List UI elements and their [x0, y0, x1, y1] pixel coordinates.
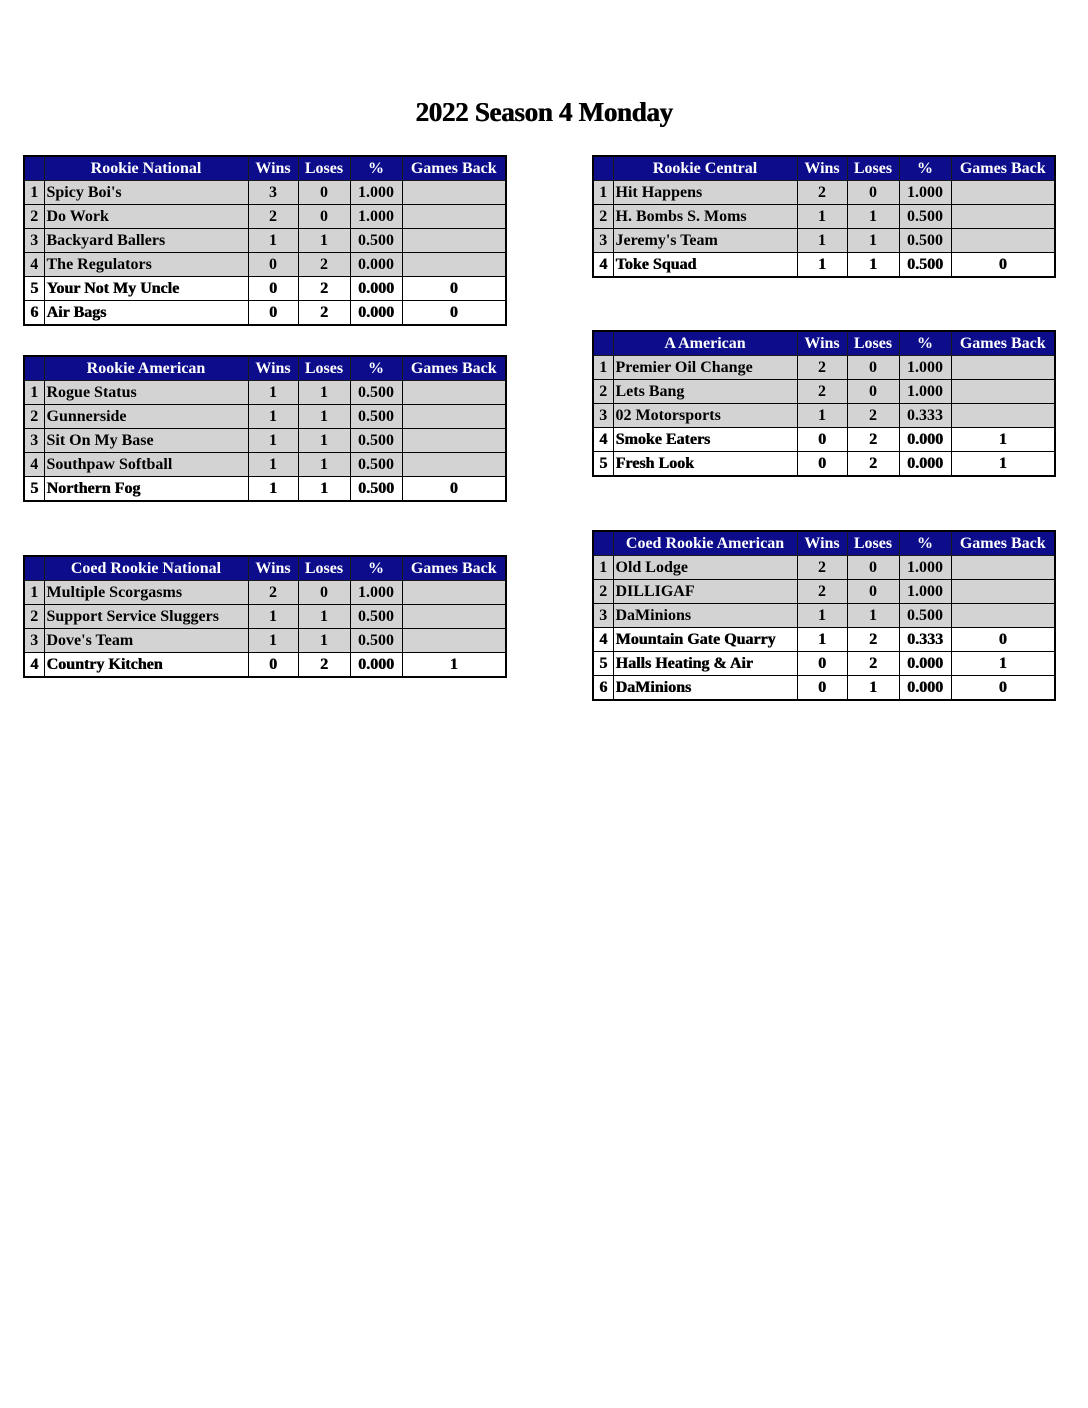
- table-row: [24, 477, 506, 502]
- team-name: H. Bombs S. Moms: [613, 205, 797, 229]
- pct-cell: 1.000: [899, 556, 951, 580]
- wins-cell: 2: [797, 380, 847, 404]
- table-row: [593, 676, 1055, 701]
- loses-header: Loses: [847, 331, 899, 356]
- rank-cell: 1: [24, 181, 44, 205]
- table-row: [593, 452, 1055, 477]
- loses-header: Loses: [298, 356, 350, 381]
- pct-cell: 0.500: [350, 381, 402, 405]
- wins-header: Wins: [797, 331, 847, 356]
- loses-header: Loses: [847, 531, 899, 556]
- pct-cell: 0.500: [350, 429, 402, 453]
- wins-cell: 0: [797, 452, 847, 477]
- rank-cell: 3: [593, 229, 613, 253]
- pct-cell: 0.000: [899, 652, 951, 676]
- standings-table-rookie-national: [23, 155, 507, 326]
- rank-cell: 4: [593, 628, 613, 652]
- wins-cell: 0: [248, 277, 298, 301]
- team-name: Dove's Team: [44, 629, 248, 653]
- rank-cell: 1: [593, 356, 613, 380]
- rank-cell: 5: [593, 652, 613, 676]
- wins-header: Wins: [797, 156, 847, 181]
- wins-header: Wins: [248, 156, 298, 181]
- team-name: Jeremy's Team: [613, 229, 797, 253]
- pct-cell: 0.333: [899, 628, 951, 652]
- games-back-header: Games Back: [951, 156, 1055, 181]
- pct-cell: 0.000: [350, 253, 402, 277]
- table-row: [24, 205, 506, 229]
- pct-cell: 1.000: [899, 181, 951, 205]
- pct-cell: 0.500: [899, 604, 951, 628]
- team-name: DaMinions: [613, 604, 797, 628]
- games-back-cell: 1: [951, 428, 1055, 452]
- wins-cell: 1: [797, 229, 847, 253]
- loses-cell: 1: [847, 676, 899, 701]
- pct-cell: 0.500: [350, 477, 402, 502]
- rank-cell: 2: [593, 380, 613, 404]
- pct-cell: 0.000: [899, 676, 951, 701]
- wins-cell: 1: [797, 404, 847, 428]
- header-row: [24, 356, 506, 381]
- loses-cell: 2: [298, 301, 350, 326]
- games-back-cell: [951, 205, 1055, 229]
- division-name: Coed Rookie National: [44, 556, 248, 581]
- games-back-cell: 1: [402, 653, 506, 678]
- games-back-cell: [402, 629, 506, 653]
- wins-cell: 1: [248, 629, 298, 653]
- loses-cell: 1: [298, 229, 350, 253]
- wins-cell: 1: [248, 405, 298, 429]
- wins-header: Wins: [248, 356, 298, 381]
- rank-cell: 5: [24, 477, 44, 502]
- pct-cell: 0.000: [350, 301, 402, 326]
- loses-header: Loses: [298, 556, 350, 581]
- pct-cell: 1.000: [350, 581, 402, 605]
- team-name: Old Lodge: [613, 556, 797, 580]
- loses-cell: 1: [298, 629, 350, 653]
- pct-cell: 1.000: [350, 181, 402, 205]
- rank-header: [24, 156, 44, 181]
- games-back-cell: [402, 253, 506, 277]
- team-name: Spicy Boi's: [44, 181, 248, 205]
- games-back-cell: [951, 404, 1055, 428]
- loses-cell: 0: [847, 380, 899, 404]
- games-back-cell: [402, 181, 506, 205]
- standings-table-coed-rookie-national: [23, 555, 507, 678]
- pct-cell: 1.000: [899, 356, 951, 380]
- header-row: [593, 156, 1055, 181]
- rank-cell: 5: [593, 452, 613, 477]
- rank-cell: 3: [593, 404, 613, 428]
- team-name: Air Bags: [44, 301, 248, 326]
- rank-cell: 1: [593, 181, 613, 205]
- wins-cell: 2: [797, 556, 847, 580]
- rank-cell: 4: [593, 428, 613, 452]
- rank-cell: 2: [593, 205, 613, 229]
- team-name: Toke Squad: [613, 253, 797, 278]
- games-back-cell: 1: [951, 652, 1055, 676]
- rank-header: [593, 331, 613, 356]
- division-name: Coed Rookie American: [613, 531, 797, 556]
- team-name: Southpaw Softball: [44, 453, 248, 477]
- wins-cell: 1: [248, 453, 298, 477]
- table-row: [24, 653, 506, 678]
- rank-cell: 4: [24, 253, 44, 277]
- rank-cell: 6: [24, 301, 44, 326]
- table-row: [593, 628, 1055, 652]
- wins-cell: 1: [797, 205, 847, 229]
- loses-cell: 1: [298, 405, 350, 429]
- pct-cell: 0.000: [899, 452, 951, 477]
- header-row: [593, 531, 1055, 556]
- division-name: A American: [613, 331, 797, 356]
- pct-cell: 0.500: [350, 629, 402, 653]
- games-back-cell: [951, 604, 1055, 628]
- rank-cell: 2: [24, 405, 44, 429]
- rank-cell: 1: [24, 381, 44, 405]
- team-name: Fresh Look: [613, 452, 797, 477]
- pct-cell: 1.000: [899, 380, 951, 404]
- wins-cell: 0: [797, 676, 847, 701]
- wins-cell: 1: [248, 477, 298, 502]
- table-row: [593, 428, 1055, 452]
- loses-cell: 2: [847, 652, 899, 676]
- loses-cell: 0: [847, 181, 899, 205]
- pct-cell: 0.333: [899, 404, 951, 428]
- games-back-header: Games Back: [402, 356, 506, 381]
- games-back-cell: 0: [951, 253, 1055, 278]
- rank-cell: 5: [24, 277, 44, 301]
- table-row: [593, 604, 1055, 628]
- table-row: [593, 229, 1055, 253]
- table-row: [24, 405, 506, 429]
- wins-cell: 0: [797, 428, 847, 452]
- pct-cell: 0.500: [350, 229, 402, 253]
- team-name: Lets Bang: [613, 380, 797, 404]
- table-row: [24, 629, 506, 653]
- table-row: [593, 205, 1055, 229]
- table-row: [593, 253, 1055, 278]
- pct-cell: 0.500: [899, 205, 951, 229]
- loses-cell: 2: [847, 428, 899, 452]
- loses-cell: 2: [298, 653, 350, 678]
- loses-cell: 1: [847, 253, 899, 278]
- team-name: Do Work: [44, 205, 248, 229]
- rank-cell: 1: [24, 581, 44, 605]
- games-back-cell: 0: [402, 301, 506, 326]
- table-row: [24, 229, 506, 253]
- loses-cell: 0: [298, 181, 350, 205]
- games-back-cell: [402, 405, 506, 429]
- wins-cell: 3: [248, 181, 298, 205]
- games-back-cell: 0: [402, 277, 506, 301]
- pct-header: %: [350, 156, 402, 181]
- team-name: Halls Heating & Air: [613, 652, 797, 676]
- games-back-cell: [951, 580, 1055, 604]
- table-row: [24, 181, 506, 205]
- games-back-cell: 0: [951, 628, 1055, 652]
- games-back-cell: [951, 556, 1055, 580]
- wins-cell: 0: [248, 253, 298, 277]
- wins-cell: 1: [248, 381, 298, 405]
- loses-cell: 1: [298, 429, 350, 453]
- table-row: [24, 581, 506, 605]
- games-back-cell: [951, 380, 1055, 404]
- loses-cell: 1: [298, 605, 350, 629]
- wins-cell: 0: [248, 653, 298, 678]
- games-back-cell: [951, 229, 1055, 253]
- team-name: Your Not My Uncle: [44, 277, 248, 301]
- loses-cell: 2: [847, 404, 899, 428]
- rank-cell: 4: [593, 253, 613, 278]
- games-back-header: Games Back: [402, 156, 506, 181]
- loses-cell: 1: [847, 205, 899, 229]
- pct-header: %: [350, 356, 402, 381]
- loses-cell: 1: [298, 453, 350, 477]
- games-back-cell: [951, 181, 1055, 205]
- table-row: [593, 356, 1055, 380]
- loses-cell: 1: [847, 604, 899, 628]
- rank-cell: 1: [593, 556, 613, 580]
- wins-cell: 1: [248, 605, 298, 629]
- loses-header: Loses: [298, 156, 350, 181]
- team-name: Backyard Ballers: [44, 229, 248, 253]
- standings-table-rookie-american: [23, 355, 507, 502]
- loses-cell: 0: [847, 580, 899, 604]
- header-row: [24, 556, 506, 581]
- table-row: [24, 605, 506, 629]
- pct-cell: 0.500: [899, 229, 951, 253]
- wins-cell: 2: [248, 581, 298, 605]
- loses-header: Loses: [847, 156, 899, 181]
- loses-cell: 1: [298, 477, 350, 502]
- wins-cell: 1: [797, 253, 847, 278]
- pct-cell: 0.000: [899, 428, 951, 452]
- wins-cell: 1: [248, 229, 298, 253]
- table-row: [24, 429, 506, 453]
- games-back-header: Games Back: [951, 531, 1055, 556]
- rank-cell: 4: [24, 453, 44, 477]
- loses-cell: 2: [298, 253, 350, 277]
- games-back-cell: [402, 429, 506, 453]
- rank-cell: 6: [593, 676, 613, 701]
- team-name: Gunnerside: [44, 405, 248, 429]
- games-back-cell: 0: [951, 676, 1055, 701]
- team-name: Hit Happens: [613, 181, 797, 205]
- rank-cell: 3: [593, 604, 613, 628]
- games-back-cell: [402, 205, 506, 229]
- games-back-header: Games Back: [951, 331, 1055, 356]
- wins-cell: 1: [797, 628, 847, 652]
- rank-cell: 3: [24, 629, 44, 653]
- pct-cell: 0.500: [350, 405, 402, 429]
- games-back-header: Games Back: [402, 556, 506, 581]
- wins-cell: 2: [797, 580, 847, 604]
- page-title: 2022 Season 4 Monday: [415, 97, 673, 127]
- loses-cell: 1: [298, 381, 350, 405]
- pct-header: %: [899, 156, 951, 181]
- division-name: Rookie Central: [613, 156, 797, 181]
- pct-header: %: [899, 331, 951, 356]
- pct-cell: 0.500: [899, 253, 951, 278]
- loses-cell: 1: [847, 229, 899, 253]
- wins-header: Wins: [797, 531, 847, 556]
- rank-header: [593, 156, 613, 181]
- rank-cell: 2: [24, 205, 44, 229]
- games-back-cell: [402, 229, 506, 253]
- wins-cell: 2: [797, 356, 847, 380]
- table-row: [593, 404, 1055, 428]
- games-back-cell: [402, 605, 506, 629]
- team-name: Smoke Eaters: [613, 428, 797, 452]
- pct-header: %: [350, 556, 402, 581]
- division-name: Rookie National: [44, 156, 248, 181]
- table-row: [593, 652, 1055, 676]
- wins-header: Wins: [248, 556, 298, 581]
- rank-header: [24, 556, 44, 581]
- games-back-cell: [402, 381, 506, 405]
- wins-cell: 0: [248, 301, 298, 326]
- table-row: [593, 380, 1055, 404]
- pct-cell: 0.500: [350, 453, 402, 477]
- team-name: Mountain Gate Quarry: [613, 628, 797, 652]
- table-row: [593, 181, 1055, 205]
- pct-header: %: [899, 531, 951, 556]
- table-row: [24, 301, 506, 326]
- rank-cell: 2: [593, 580, 613, 604]
- rank-cell: 3: [24, 429, 44, 453]
- rank-cell: 3: [24, 229, 44, 253]
- pct-cell: 0.000: [350, 277, 402, 301]
- pct-cell: 0.500: [350, 605, 402, 629]
- team-name: Multiple Scorgasms: [44, 581, 248, 605]
- standings-table-a-american: [592, 330, 1056, 477]
- table-row: [24, 453, 506, 477]
- division-name: Rookie American: [44, 356, 248, 381]
- games-back-cell: [402, 581, 506, 605]
- team-name: Support Service Sluggers: [44, 605, 248, 629]
- table-row: [24, 381, 506, 405]
- rank-cell: 2: [24, 605, 44, 629]
- loses-cell: 2: [847, 628, 899, 652]
- rank-header: [24, 356, 44, 381]
- header-row: [593, 331, 1055, 356]
- header-row: [24, 156, 506, 181]
- wins-cell: 0: [797, 652, 847, 676]
- loses-cell: 0: [847, 556, 899, 580]
- loses-cell: 2: [298, 277, 350, 301]
- team-name: DaMinions: [613, 676, 797, 701]
- wins-cell: 1: [248, 429, 298, 453]
- wins-cell: 2: [248, 205, 298, 229]
- team-name: The Regulators: [44, 253, 248, 277]
- loses-cell: 0: [298, 205, 350, 229]
- table-row: [593, 556, 1055, 580]
- loses-cell: 2: [847, 452, 899, 477]
- rank-header: [593, 531, 613, 556]
- standings-table-coed-rookie-american: [592, 530, 1056, 701]
- wins-cell: 2: [797, 181, 847, 205]
- team-name: Northern Fog: [44, 477, 248, 502]
- games-back-cell: 1: [951, 452, 1055, 477]
- wins-cell: 1: [797, 604, 847, 628]
- pct-cell: 1.000: [350, 205, 402, 229]
- loses-cell: 0: [298, 581, 350, 605]
- pct-cell: 1.000: [899, 580, 951, 604]
- games-back-cell: [951, 356, 1055, 380]
- loses-cell: 0: [847, 356, 899, 380]
- table-row: [24, 277, 506, 301]
- games-back-cell: 0: [402, 477, 506, 502]
- team-name: Sit On My Base: [44, 429, 248, 453]
- table-row: [24, 253, 506, 277]
- team-name: Country Kitchen: [44, 653, 248, 678]
- team-name: Premier Oil Change: [613, 356, 797, 380]
- team-name: Rogue Status: [44, 381, 248, 405]
- team-name: DILLIGAF: [613, 580, 797, 604]
- standings-table-rookie-central: [592, 155, 1056, 278]
- team-name: 02 Motorsports: [613, 404, 797, 428]
- pct-cell: 0.000: [350, 653, 402, 678]
- games-back-cell: [402, 453, 506, 477]
- rank-cell: 4: [24, 653, 44, 678]
- table-row: [593, 580, 1055, 604]
